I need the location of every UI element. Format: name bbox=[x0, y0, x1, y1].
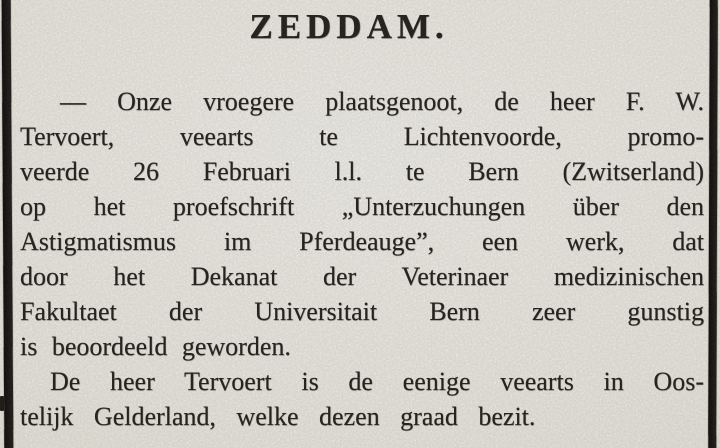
article-line: Fakultaet der Universitait Bern zeer gunstig bbox=[20, 297, 704, 326]
article-line: Tervoert, veearts te Lichtenvoorde, promo- bbox=[20, 122, 704, 151]
article-title: ZEDDAM. bbox=[249, 7, 449, 46]
article-body bbox=[20, 84, 704, 434]
article-line: veerde 26 Februari l.l. te Bern (Zwitserland) bbox=[20, 157, 704, 186]
article-line: telijk Gelderland, welke dezen graad bezit. bbox=[20, 402, 536, 431]
article-line: De heer Tervoert is de eenige veearts in Oos- bbox=[50, 367, 704, 396]
column-rule-right bbox=[708, 0, 718, 448]
article-line: is beoordeeld geworden. bbox=[20, 332, 291, 361]
scan-artifact bbox=[0, 396, 4, 411]
article bbox=[20, 0, 704, 434]
column-rule-left bbox=[2, 0, 14, 448]
article-line: op het proefschrift „Unterzuchungen über den bbox=[20, 192, 704, 221]
article-line: — Onze vroegere plaatsgenoot, de heer F. W. bbox=[60, 87, 704, 116]
article-line: door het Dekanat der Veterinaer medizinischen bbox=[20, 262, 704, 291]
article-line: Astigmatismus im Pferdeauge”, een werk, dat bbox=[20, 227, 704, 256]
